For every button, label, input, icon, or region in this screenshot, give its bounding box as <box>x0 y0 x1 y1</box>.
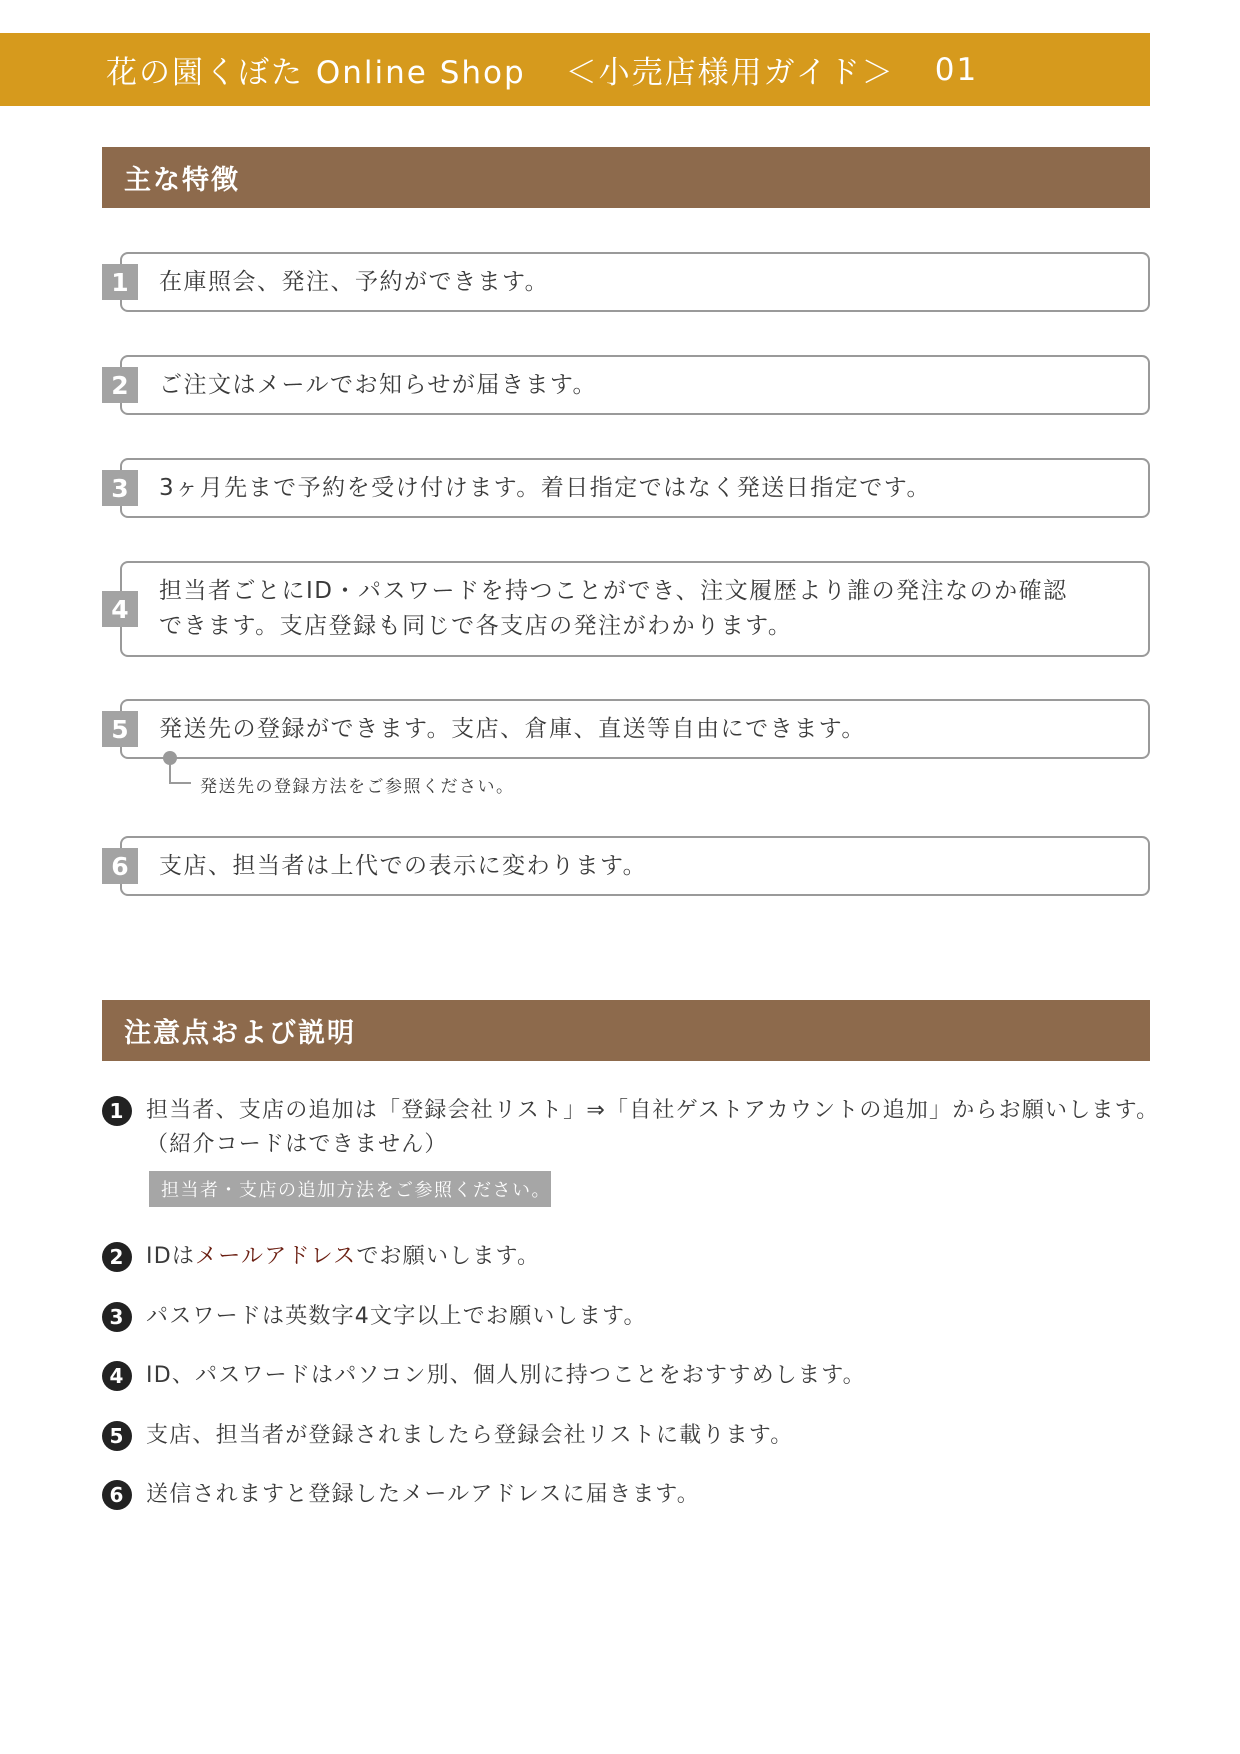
note-item-6 <box>102 1478 1162 1512</box>
note-number-circle: 2 <box>102 1242 132 1272</box>
note-number-circle: 6 <box>102 1480 132 1510</box>
feature-number-badge: 2 <box>102 367 138 403</box>
feature-text: 3ヶ月先まで予約を受け付けます。着日指定ではなく発送日指定です。 <box>159 474 931 501</box>
feature-box <box>120 458 1150 518</box>
feature-item-3 <box>102 458 1150 518</box>
email-address-highlight: メールアドレス <box>195 1244 357 1269</box>
feature-text: 発送先の登録ができます。支店、倉庫、直送等自由にできます。 <box>159 715 866 742</box>
feature-box <box>120 355 1150 415</box>
feature-item-5 <box>102 699 1150 759</box>
feature-item-6 <box>102 836 1150 896</box>
feature-item-1 <box>102 252 1150 312</box>
notes-section-title <box>102 1000 1150 1061</box>
note-number-circle: 3 <box>102 1302 132 1332</box>
header-banner <box>0 33 1150 106</box>
feature-text-line1: 担当者ごとにID・パスワードを持つことができ、注文履歴より誰の発注なのか確認 <box>159 578 1068 604</box>
note-item-4 <box>102 1359 1162 1393</box>
shop-name: 花の園くぼた Online Shop <box>106 55 526 91</box>
feature-text-line2: できます。支店登録も同じで各支店の発注がわかります。 <box>159 613 793 639</box>
feature-text: 支店、担当者は上代での表示に変わります。 <box>159 852 648 879</box>
feature-number-badge: 4 <box>102 591 138 627</box>
page-number: 01 <box>934 51 979 88</box>
feature-text: ご注文はメールでお知らせが届きます。 <box>159 371 598 398</box>
feature-text: 在庫照会、発注、予約ができます。 <box>159 268 550 295</box>
note-number-circle: 5 <box>102 1421 132 1451</box>
note-number-circle: 4 <box>102 1361 132 1391</box>
note-text: 送信されますと登録したメールアドレスに届きます。 <box>146 1482 700 1507</box>
feature-box <box>120 699 1150 759</box>
feature-number-badge: 3 <box>102 470 138 506</box>
feature-box <box>120 836 1150 896</box>
note-item-1 <box>102 1094 1162 1164</box>
note-text-prefix: IDは <box>146 1244 196 1269</box>
connector-line <box>169 763 191 784</box>
guide-label: ＜小売店様用ガイド＞ <box>565 55 895 91</box>
notes-title-text: 注意点および説明 <box>124 1018 356 1049</box>
staff-branch-reference-box <box>149 1171 551 1207</box>
features-section-title <box>102 147 1150 208</box>
note-text: パスワードは英数字4文字以上でお願いします。 <box>146 1304 647 1329</box>
feature-number-badge: 5 <box>102 711 138 747</box>
features-title-text: 主な特徴 <box>124 165 240 196</box>
note-text: 支店、担当者が登録されましたら登録会社リストに載ります。 <box>146 1423 794 1448</box>
feature-item-4 <box>102 561 1150 657</box>
note-text-line1: 担当者、支店の追加は「登録会社リスト」⇒「自社ゲストアカウントの追加」からお願いします。 <box>146 1098 1160 1123</box>
feature-item-2 <box>102 355 1150 415</box>
note-number-circle: 1 <box>102 1096 132 1126</box>
note-item-5 <box>102 1419 1162 1453</box>
reference-text: 担当者・支店の追加方法をご参照ください。 <box>161 1180 551 1201</box>
note-text-line2: （紹介コードはできません） <box>146 1132 448 1157</box>
note-item-2 <box>102 1240 1162 1274</box>
feature-number-badge: 6 <box>102 848 138 884</box>
note-item-3 <box>102 1300 1162 1334</box>
connector-dot <box>163 751 177 765</box>
feature-box <box>120 252 1150 312</box>
feature-box <box>120 561 1150 657</box>
shipping-registration-reference: 発送先の登録方法をご参照ください。 <box>200 777 515 797</box>
note-text-suffix: でお願いします。 <box>356 1244 541 1269</box>
note-text: ID、パスワードはパソコン別、個人別に持つことをおすすめします。 <box>146 1363 866 1388</box>
feature-number-badge: 1 <box>102 264 138 300</box>
